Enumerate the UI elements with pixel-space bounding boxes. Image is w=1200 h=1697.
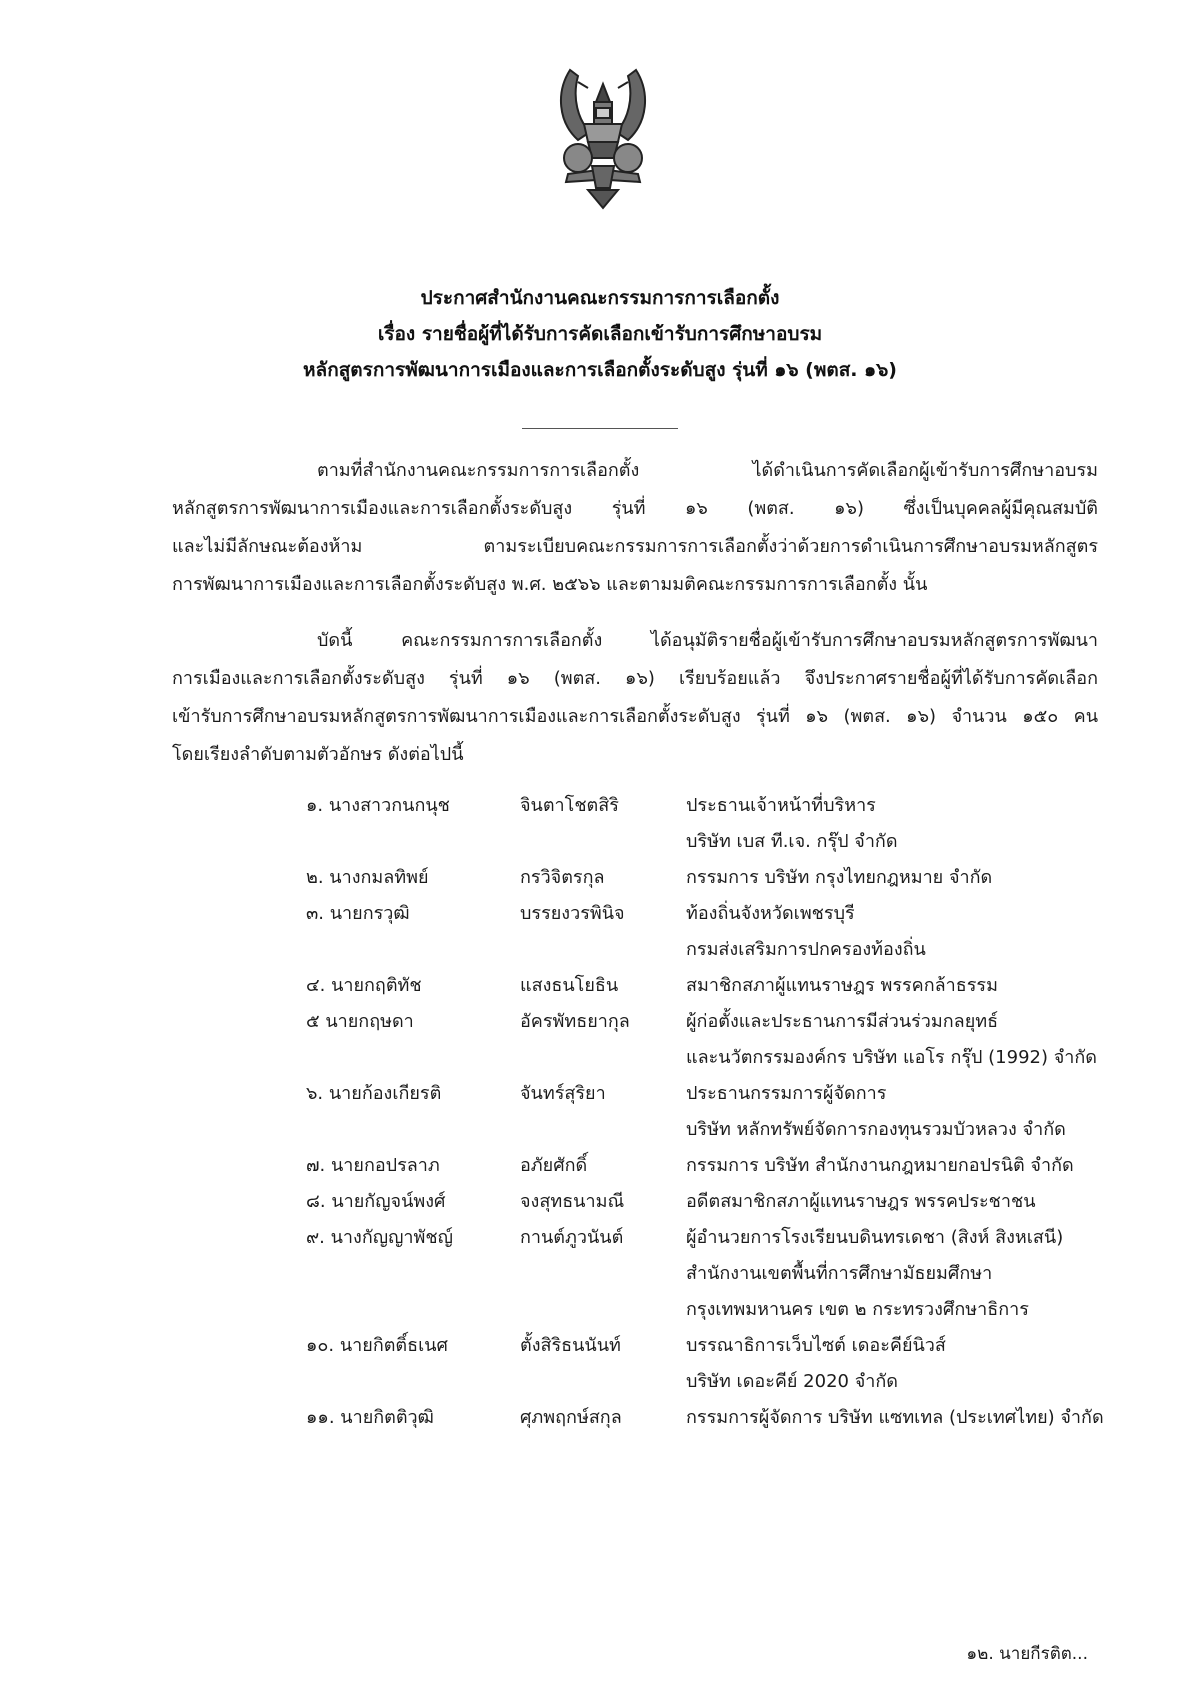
participant-number-first-name: ๑๑. นายกิตติวุฒิ: [306, 1407, 434, 1428]
participant-position: กรุงเทพมหานคร เขต ๒ กระทรวงศึกษาธิการ: [686, 1299, 1029, 1320]
list-item: [306, 860, 1106, 896]
participant-last-name: กรวิจิตรกุล: [520, 867, 605, 888]
participant-last-name: จินตาโชตสิริ: [520, 795, 619, 816]
list-item: [306, 896, 1106, 932]
continuation-marker: ๑๒. นายกีรติต...: [966, 1644, 1088, 1664]
title-line-2: เรื่อง รายชื่อผู้ที่ได้รับการคัดเลือกเข้ารับการศึกษาอบรม: [377, 323, 823, 345]
participant-position: อดีตสมาชิกสภาผู้แทนราษฎร พรรคประชาชน: [686, 1191, 1036, 1212]
participant-position: บรรณาธิการเว็บไซต์ เดอะคีย์นิวส์: [686, 1335, 946, 1356]
paragraph-2-line: การเมืองและการเลือกตั้งระดับสูง รุ่นที่ ๑๖ (พตส. ๑๖) เรียบร้อยแล้ว จึงประกาศรายชื่อผู้ที่ได้รับการคัดเลือก: [172, 668, 1098, 689]
list-item: [306, 1328, 1106, 1364]
participant-number-first-name: ๒. นางกมลทิพย์: [306, 867, 429, 888]
list-item: [306, 1148, 1106, 1184]
paragraph-2-line: บัดนี้ คณะกรรมการการเลือกตั้ง ได้อนุมัติรายชื่อผู้เข้ารับการศึกษาอบรมหลักสูตรการพัฒนา: [317, 630, 1098, 651]
participant-number-first-name: ๑. นางสาวกนกนุช: [306, 795, 450, 816]
paragraph-2-line: โดยเรียงลำดับตามตัวอักษร ดังต่อไปนี้: [172, 744, 464, 765]
announcement-title: [0, 280, 1200, 388]
participant-position: ท้องถิ่นจังหวัดเพชรบุรี: [686, 903, 855, 924]
garuda-emblem-icon: [548, 62, 658, 212]
list-item-continuation: [306, 1112, 1106, 1148]
participant-number-first-name: ๙. นางกัญญาพัชญ์: [306, 1227, 453, 1248]
participant-number-first-name: ๕ นายกฤษดา: [306, 1011, 414, 1032]
participant-number-first-name: ๓. นายกรวุฒิ: [306, 903, 410, 924]
title-line-3: หลักสูตรการพัฒนาการเมืองและการเลือกตั้งระดับสูง รุ่นที่ ๑๖ (พตส. ๑๖): [303, 359, 897, 381]
participant-position: กรมส่งเสริมการปกครองท้องถิ่น: [686, 939, 926, 960]
participant-last-name: ตั้งสิริธนนันท์: [520, 1335, 621, 1356]
list-item: [306, 788, 1106, 824]
list-item: [306, 1004, 1106, 1040]
selected-participants-list: [306, 788, 1106, 1436]
list-item: [306, 1076, 1106, 1112]
paragraph-2: [172, 622, 1098, 774]
participant-position: และนวัตกรรมองค์กร บริษัท แอโร กรุ๊ป (1992) จำกัด: [686, 1047, 1097, 1068]
participant-position: ผู้อำนวยการโรงเรียนบดินทรเดชา (สิงห์ สิงหเสนี): [686, 1227, 1064, 1248]
paragraph-1: [172, 452, 1098, 604]
participant-last-name: กานต์ภูวนันต์: [520, 1227, 624, 1248]
participant-number-first-name: ๗. นายกอปรลาภ: [306, 1155, 440, 1176]
participant-position: ประธานกรรมการผู้จัดการ: [686, 1083, 887, 1104]
paragraph-1-line: การพัฒนาการเมืองและการเลือกตั้งระดับสูง พ.ศ. ๒๕๖๖ และตามมติคณะกรรมการการเลือกตั้ง นั้น: [172, 574, 928, 595]
title-divider: [522, 428, 678, 429]
list-item-continuation: [306, 1364, 1106, 1400]
list-item: [306, 1220, 1106, 1256]
participant-position: สำนักงานเขตพื้นที่การศึกษามัธยมศึกษา: [686, 1263, 993, 1284]
list-item: [306, 1184, 1106, 1220]
participant-last-name: จงสุทธนามณี: [520, 1191, 625, 1212]
participant-position: บริษัท เดอะคีย์ 2020 จำกัด: [686, 1371, 898, 1392]
list-item: [306, 1400, 1106, 1436]
list-item-continuation: [306, 824, 1106, 860]
participant-position: กรรมการผู้จัดการ บริษัท แซทเทล (ประเทศไทย) จำกัด: [686, 1407, 1104, 1428]
participant-last-name: จันทร์สุริยา: [520, 1083, 606, 1104]
participant-last-name: แสงธนโยธิน: [520, 975, 619, 996]
participant-position: ผู้ก่อตั้งและประธานการมีส่วนร่วมกลยุทธ์: [686, 1011, 999, 1032]
participant-number-first-name: ๑๐. นายกิตติ์ธเนศ: [306, 1335, 448, 1356]
list-item: [306, 968, 1106, 1004]
paragraph-1-line: หลักสูตรการพัฒนาการเมืองและการเลือกตั้งระดับสูง รุ่นที่ ๑๖ (พตส. ๑๖) ซึ่งเป็นบุคคลผู้มีคุณสมบัติ: [172, 498, 1098, 519]
participant-last-name: ศุภพฤกษ์สกุล: [520, 1407, 622, 1428]
list-item-continuation: [306, 1292, 1106, 1328]
participant-position: ประธานเจ้าหน้าที่บริหาร: [686, 795, 876, 816]
paragraph-2-line: เข้ารับการศึกษาอบรมหลักสูตรการพัฒนาการเมืองและการเลือกตั้งระดับสูง รุ่นที่ ๑๖ (พตส. ๑๖) จำนวน ๑๕๐ คน: [172, 706, 1098, 727]
title-line-1: ประกาศสำนักงานคณะกรรมการการเลือกตั้ง: [420, 287, 780, 309]
participant-number-first-name: ๖. นายก้องเกียรติ: [306, 1083, 442, 1104]
participant-number-first-name: ๔. นายกฤติทัช: [306, 975, 422, 996]
participant-last-name: บรรยงวรพินิจ: [520, 903, 625, 924]
participant-position: กรรมการ บริษัท สำนักงานกฎหมายกอปรนิติ จำกัด: [686, 1155, 1074, 1176]
list-item-continuation: [306, 1256, 1106, 1292]
participant-last-name: อัครพัทธยากุล: [520, 1011, 630, 1032]
participant-position: กรรมการ บริษัท กรุงไทยกฎหมาย จำกัด: [686, 867, 993, 888]
list-item-continuation: [306, 932, 1106, 968]
paragraph-1-line: ตามที่สำนักงานคณะกรรมการการเลือกตั้ง ได้ดำเนินการคัดเลือกผู้เข้ารับการศึกษาอบรม: [317, 460, 1098, 481]
participant-position: บริษัท เบส ที.เจ. กรุ๊ป จำกัด: [686, 831, 898, 852]
participant-last-name: อภัยศักดิ์: [520, 1155, 588, 1176]
participant-position: สมาชิกสภาผู้แทนราษฎร พรรคกล้าธรรม: [686, 975, 998, 996]
participant-number-first-name: ๘. นายกัญจน์พงศ์: [306, 1191, 446, 1212]
list-item-continuation: [306, 1040, 1106, 1076]
participant-position: บริษัท หลักทรัพย์จัดการกองทุนรวมบัวหลวง จำกัด: [686, 1119, 1066, 1140]
paragraph-1-line: และไม่มีลักษณะต้องห้าม ตามระเบียบคณะกรรมการการเลือกตั้งว่าด้วยการดำเนินการศึกษาอบรมหลักสูตร: [172, 536, 1098, 557]
